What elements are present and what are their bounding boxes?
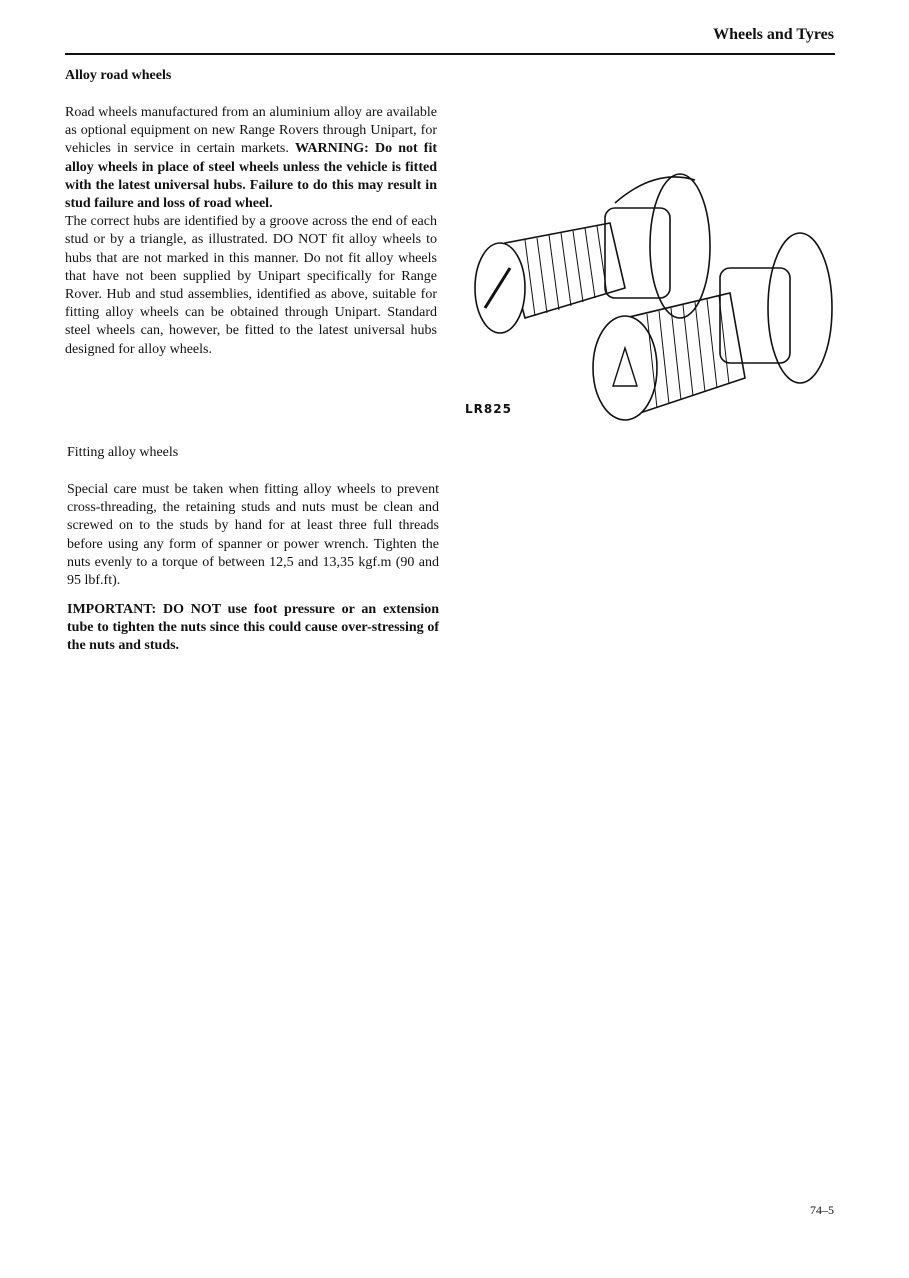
stud-spline-right — [720, 268, 790, 363]
stud-spline-left — [605, 208, 670, 298]
alloy-wheels-text — [65, 104, 437, 359]
section-heading-fitting: Fitting alloy wheels — [67, 445, 179, 460]
hub-identification-paragraph: The correct hubs are identified by a groove across the end of each stud or by a triangle, as illustrated. DO NOT fit alloy wheels to hubs that are not marked in this manner. Do not fit alloy wheels that have not been supplied by Unipart specifically for Range Rover. Hub and stud assemblies, identified as above, suitable for fitting alloy wheels can be obtained through Unipart. Standard steel wheels can, however, be fitted to the latest universal hubs designed for alloy wheels. — [65, 214, 437, 357]
wheel-studs-illustration — [465, 168, 837, 430]
intro-paragraph: Road wheels manufactured from an aluminium alloy are available as optional equipment on new Range Rovers through Unipart, for vehicles in service in certain markets. — [65, 105, 437, 157]
fitting-paragraph: Special care must be taken when fitting alloy wheels to prevent cross-threading, the retaining studs and nuts must be clean and screwed on to the studs by hand for at least three full threads before using any form of spanner or power wrench. Tighten the nuts evenly to a torque of between 12,5 and 13,35 kgf.m (90 and 95 lbf.ft). — [67, 482, 439, 589]
stud-flange-left — [650, 174, 710, 318]
important-paragraph: IMPORTANT: DO NOT use foot pressure or an extension tube to tighten the nuts since this could cause over-stressing of the nuts and studs. — [67, 602, 439, 654]
page-number: 74–5 — [810, 1203, 834, 1217]
stud-end-triangle — [593, 316, 657, 420]
figure-label: LR825 — [465, 402, 512, 416]
page-header-title: Wheels and Tyres — [713, 26, 834, 43]
stud-flange-right — [768, 233, 832, 383]
warning-paragraph: WARNING: Do not fit alloy wheels in place of steel wheels unless the vehicle is fitted with the latest universal hubs. Failure to do this may result in stud failure and loss of road wheel. — [65, 141, 437, 212]
stud-end-groove — [475, 243, 525, 333]
section-heading-alloy-wheels: Alloy road wheels — [65, 68, 172, 83]
header-divider — [65, 53, 835, 55]
